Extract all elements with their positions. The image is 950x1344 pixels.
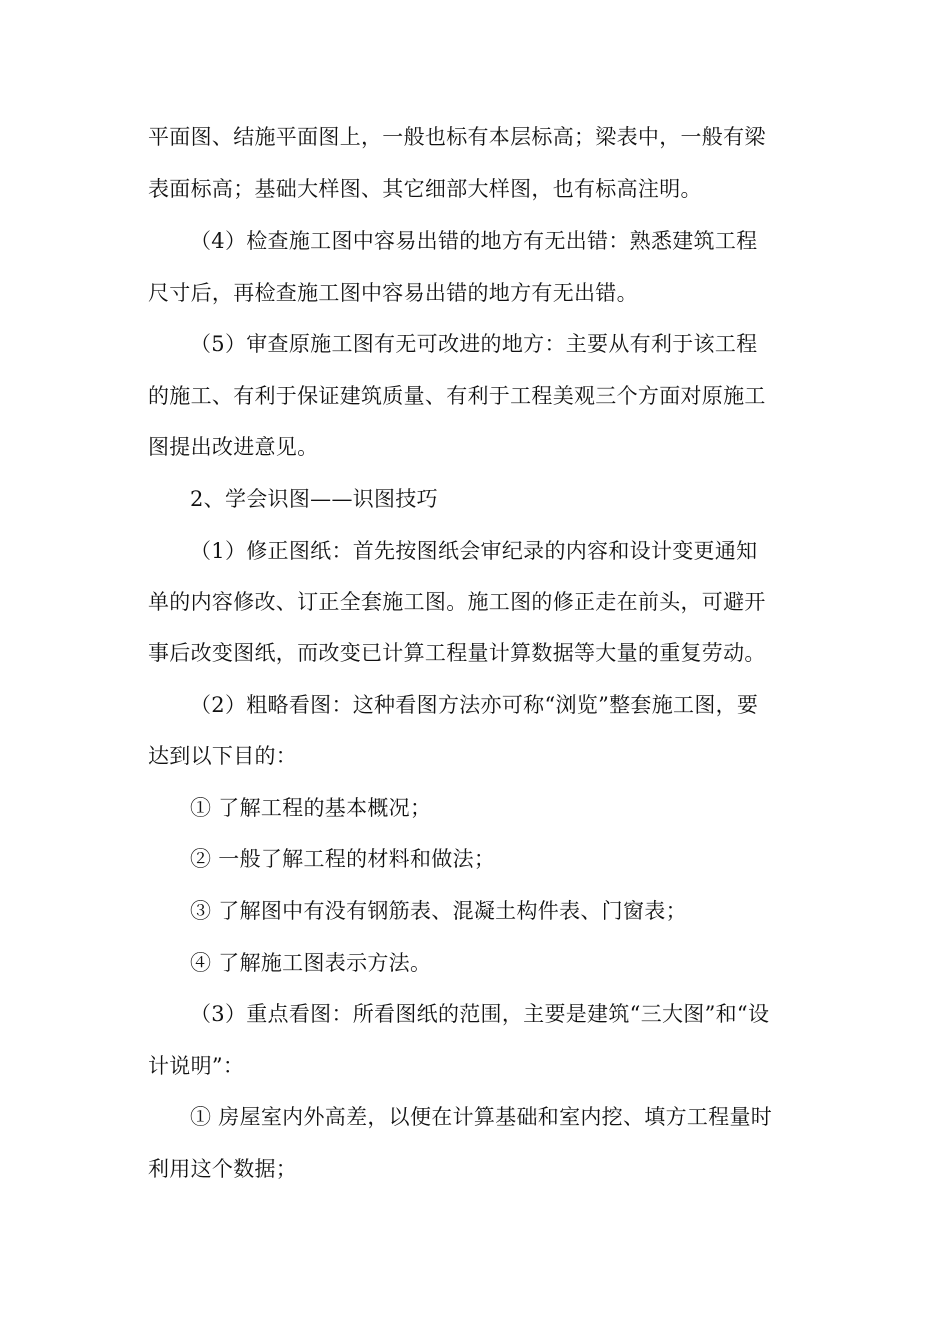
text-line-12: （2）粗略看图：这种看图方法亦可称“浏览”整套施工图，要 [190,693,759,717]
list-item-1: ① 了解工程的基本概况； [190,796,432,820]
text-line-10: 单的内容修改、订正全套施工图。施工图的修正走在前头，可避开 [148,590,766,614]
section-heading: 2、学会识图——识图技巧 [190,487,438,511]
text-line-4: 尺寸后，再检查施工图中容易出错的地方有无出错。 [148,281,638,305]
text-line-13: 达到以下目的： [148,744,298,768]
list-item-5: ① 房屋室内外高差，以便在计算基础和室内挖、填方工程量时 [190,1105,773,1129]
text-line-9: （1）修正图纸：首先按图纸会审纪录的内容和设计变更通知 [190,539,758,563]
text-line-1: 平面图、结施平面图上，一般也标有本层标高；梁表中，一般有梁 [148,125,766,149]
text-line-11: 事后改变图纸，而改变已计算工程量计算数据等大量的重复劳动。 [148,641,766,665]
text-line-18: （3）重点看图：所看图纸的范围，主要是建筑“三大图”和“设 [190,1002,770,1026]
list-item-3: ③ 了解图中有没有钢筋表、混凝土构件表、门窗表； [190,899,687,923]
text-line-3: （4）检查施工图中容易出错的地方有无出错：熟悉建筑工程 [190,229,758,253]
text-line-6: 的施工、有利于保证建筑质量、有利于工程美观三个方面对原施工 [148,384,766,408]
list-item-4: ④ 了解施工图表示方法。 [190,951,432,975]
text-line-21: 利用这个数据； [148,1157,298,1181]
text-line-7: 图提出改进意见。 [148,435,319,459]
text-line-19: 计说明”： [148,1054,245,1078]
list-item-2: ② 一般了解工程的材料和做法； [190,847,496,871]
text-line-2: 表面标高；基础大样图、其它细部大样图，也有标高注明。 [148,177,702,201]
text-line-5: （5）审查原施工图有无可改进的地方：主要从有利于该工程 [190,332,758,356]
